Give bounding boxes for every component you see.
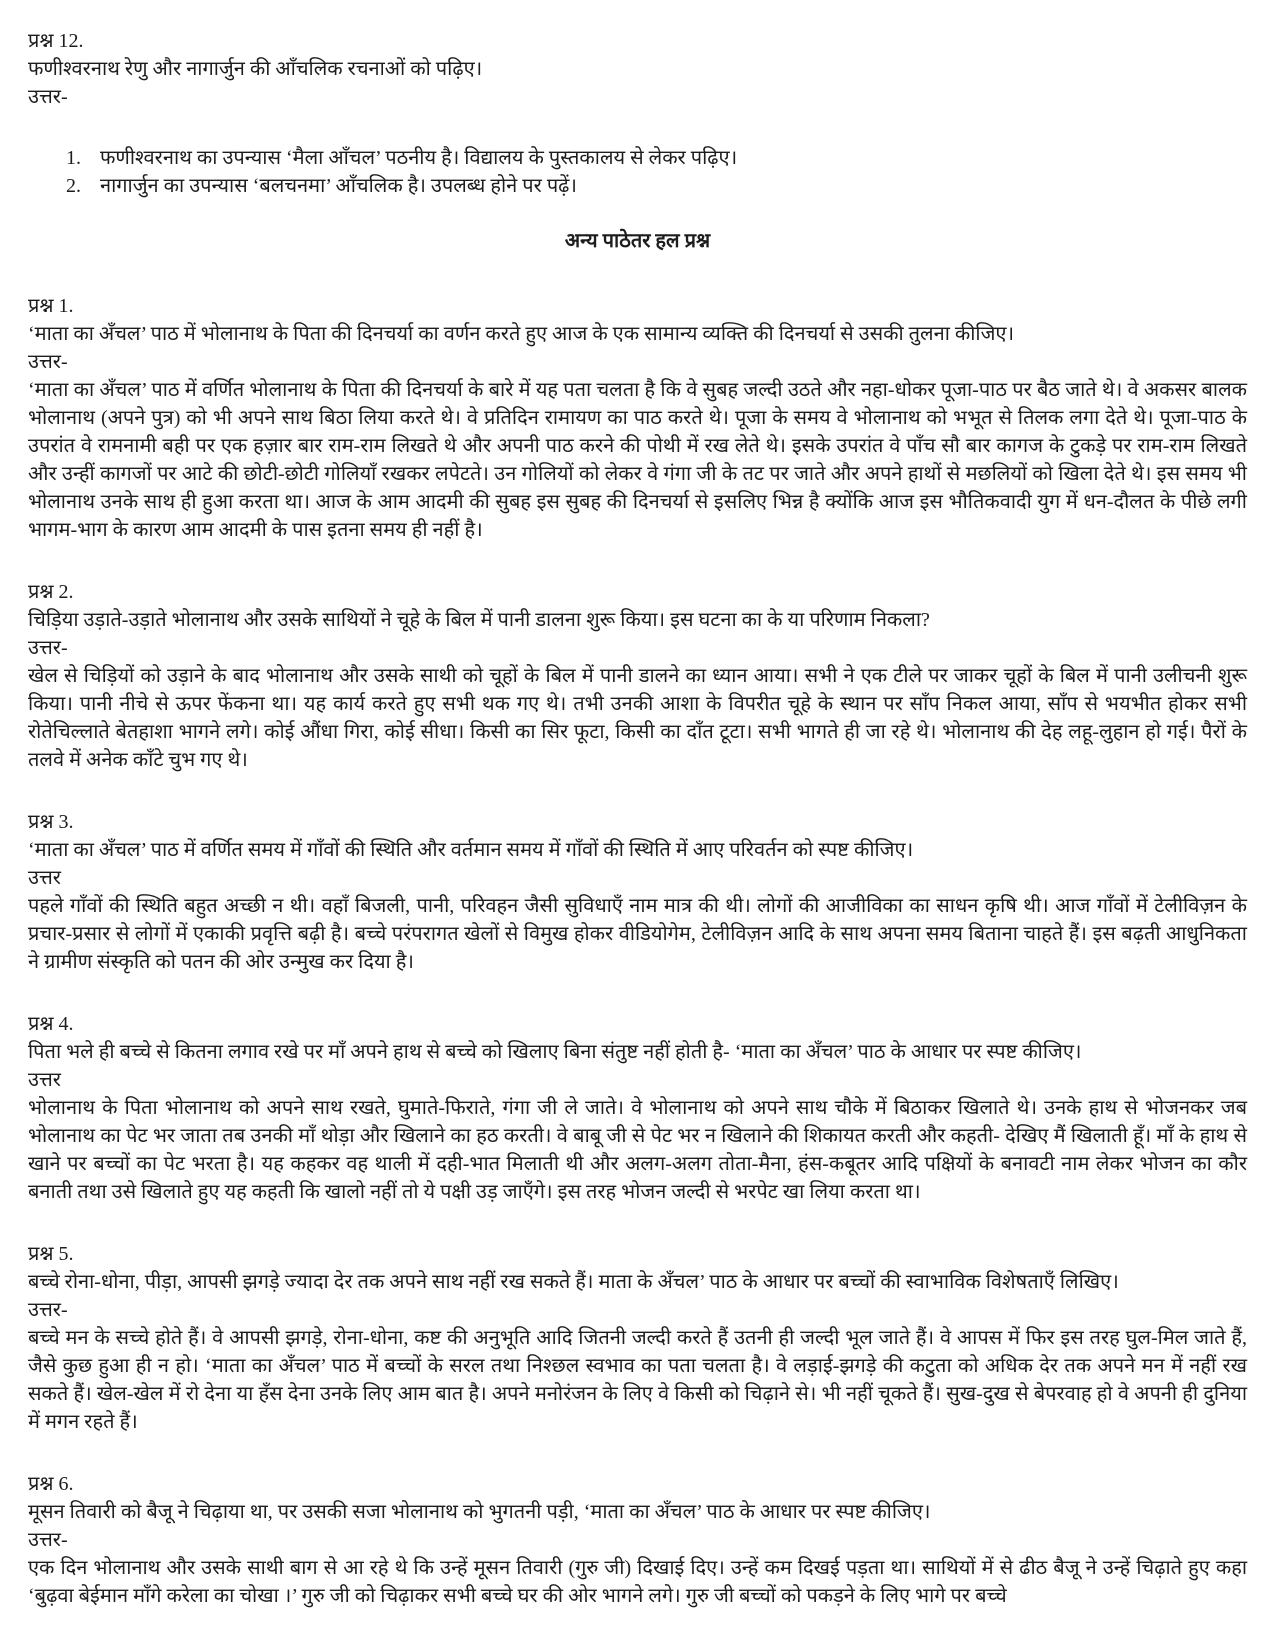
list-item-text: नागार्जुन का उपन्यास ‘बलचनमा’ आँचलिक है। उपलब्ध होने पर पढ़ें। xyxy=(100,175,578,197)
answer-text: ‘माता का अँचल’ पाठ में वर्णित भोलानाथ के पिता की दिनचर्या के बारे में यह पता चलता है कि वे सुबह जल्दी उठते और नहा-धोकर पूजा-पाठ पर बैठ जाते थे। वे अकसर बालक भोलानाथ (अपने पुत्र) को भी अपने साथ बिठा लिया करते थे। वे प्रतिदिन रामायण का पाठ करते थे। पूजा के समय वे भोलानाथ को भभूत से तिलक लगा देते थे। पूजा-पाठ के उपरांत वे रामनामी बही पर एक हज़ार बार राम-राम लिखते थे और अपनी पाठ करने की पोथी में रख लेते थे। इसके उपरांत वे पाँच सौ बार कागज के टुकड़े पर राम-राम लिखते और उन्हीं कागजों पर आटे की छोटी-छोटी गोलियाँ रखकर लपेटते। उन गोलियों को लेकर वे गंगा जी के तट पर जाते और अपने हाथों से मछलियों को खिला देते थे। इस समय भी भोलानाथ उनके साथ ही हुआ करता था। आज के आम आदमी की सुबह इस सुबह की दिनचर्या से इसलिए भिन्न है क्योंकि आज इस भौतिकवादी युग में धन-दौलत के पीछे लगी भागम-भाग के कारण आम आदमी के पास इतना समय ही नहीं है। xyxy=(28,379,1247,541)
answer-label: उत्तर- xyxy=(28,1529,68,1551)
answer-label: उत्तर xyxy=(28,1069,61,1091)
qa-section-5 xyxy=(28,1240,1247,1436)
question-label: प्रश्न 5. xyxy=(28,1243,74,1265)
list-item-text: फणीश्वरनाथ का उपन्यास ‘मैला आँचल’ पठनीय है। विद्यालय के पुस्तकालय से लेकर पढ़िए। xyxy=(100,147,738,169)
qa-section-6 xyxy=(28,1470,1247,1610)
question-text: बच्चे रोना-धोना, पीड़ा, आपसी झगड़े ज्यादा देर तक अपने साथ नहीं रख सकते हैं। माता के अँचल’ पाठ के आधार पर बच्चों की स्वाभाविक विशेषताएँ लिखिए। xyxy=(28,1271,1119,1293)
qa-section-4 xyxy=(28,1010,1247,1206)
question-text: फणीश्वरनाथ रेणु और नागार्जुन की आँचलिक रचनाओं को पढ़िए। xyxy=(28,58,483,80)
question-label: प्रश्न 3. xyxy=(28,811,74,833)
answer-label: उत्तर- xyxy=(28,86,68,108)
answer-label: उत्तर- xyxy=(28,351,68,373)
question-label: प्रश्न 2. xyxy=(28,581,74,603)
qa-section-12 xyxy=(28,27,1247,200)
answer-text: पहले गाँवों की स्थिति बहुत अच्छी न थी। वहाँ बिजली, पानी, परिवहन जैसी सुविधाएँ नाम मात्र की थी। लोगों की आजीविका का साधन कृषि थी। आज गाँवों में टेलीविज़न के प्रचार-प्रसार से लोगों में एकाकी प्रवृत्ति बढ़ी है। बच्चे परंपरागत खेलों से विमुख होकर वीडियोगेम, टेलीविज़न आदि के साथ अपना समय बिताना चाहते हैं। इस बढ़ती आधुनिकता ने ग्रामीण संस्कृति को पतन की ओर उन्मुख कर दिया है। xyxy=(28,895,1247,973)
question-text: ‘माता का अँचल’ पाठ में वर्णित समय में गाँवों की स्थिति और वर्तमान समय में गाँवों की स्थिति में आए परिवर्तन को स्पष्ट कीजिए। xyxy=(28,839,914,861)
question-text: पिता भले ही बच्चे से कितना लगाव रखे पर माँ अपने हाथ से बच्चे को खिलाए बिना संतुष्ट नहीं होती है- ‘माता का अँचल’ पाठ के आधार पर स्पष्ट कीजिए। xyxy=(28,1041,1082,1063)
list-item xyxy=(28,172,1247,200)
answer-text: एक दिन भोलानाथ और उसके साथी बाग से आ रहे थे कि उन्हें मूसन तिवारी (गुरु जी) दिखाई दिए। उन्हें कम दिखई पड़ता था। साथियों में से ढीठ बैजू ने उन्हें चिढ़ाते हुए कहा ‘बुढ़वा बेईमान माँगे करेला का चोखा ।’ गुरु जी को चिढ़ाकर सभी बच्चे घर की ओर भागने लगे। गुरु जी बच्चों को पकड़ने के लिए भागे पर बच्चे xyxy=(28,1557,1247,1607)
question-label: प्रश्न 6. xyxy=(28,1473,74,1495)
answer-text: भोलानाथ के पिता भोलानाथ को अपने साथ रखते, घुमाते-फिराते, गंगा जी ले जाते। वे भोलानाथ को अपने साथ चौके में बिठाकर खिलाते थे। उनके हाथ से भोजनकर जब भोलानाथ का पेट भर जाता तब उनकी माँ थोड़ा और खिलाने का हठ करती। वे बाबू जी से पेट भर न खिलाने की शिकायत करती और कहती- देखिए मैं खिलाती हूँ। माँ के हाथ से खाने पर बच्चों का पेट भरता है। यह कहकर वह थाली में दही-भात मिलाती थी और अलग-अलग तोता-मैना, हंस-कबूतर आदि पक्षियों के बनावटी नाम लेकर भोजन का कौर बनाती तथा उसे खिलाते हुए यह कहती कि खालो नहीं तो ये पक्षी उड़ जाएँगे। इस तरह भोजन जल्दी से भरपेट खा लिया करता था। xyxy=(28,1097,1247,1203)
question-text: मूसन तिवारी को बैजू ने चिढ़ाया था, पर उसकी सजा भोलानाथ को भुगतनी पड़ी, ‘माता का अँचल’ पाठ के आधार पर स्पष्ट कीजिए। xyxy=(28,1501,931,1523)
answer-label: उत्तर xyxy=(28,867,61,889)
qa-section-3 xyxy=(28,808,1247,976)
qa-section-1 xyxy=(28,292,1247,544)
question-label: प्रश्न 1. xyxy=(28,295,74,317)
answer-list xyxy=(28,144,1247,200)
qa-section-2 xyxy=(28,578,1247,774)
answer-text: खेल से चिड़ियों को उड़ाने के बाद भोलानाथ और उसके साथी को चूहों के बिल में पानी डालने का ध्यान आया। सभी ने एक टीले पर जाकर चूहों के बिल में पानी उलीचनी शुरू किया। पानी नीचे से ऊपर फेंकना था। यह कार्य करते हुए सभी थक गए थे। तभी उनकी आशा के विपरीत चूहे के स्थान पर साँप निकल आया, साँप से भयभीत होकर सभी रोतेचिल्लाते बेतहाशा भागने लगे। कोई औंधा गिरा, कोई सीधा। किसी का सिर फूटा, किसी का दाँत टूटा। सभी भागते ही जा रहे थे। भोलानाथ की देह लहू-लुहान हो गई। पैरों के तलवे में अनेक काँटे चुभ गए थे। xyxy=(28,665,1247,771)
answer-label: उत्तर- xyxy=(28,637,68,659)
answer-text: बच्चे मन के सच्चे होते हैं। वे आपसी झगड़े, रोना-धोना, कष्ट की अनुभूति आदि जितनी जल्दी करते हैं उतनी ही जल्दी भूल जाते हैं। वे आपस में फिर इस तरह घुल-मिल जाते हैं, जैसे कुछ हुआ ही न हो। ‘माता का अँचल’ पाठ में बच्चों के सरल तथा निश्छल स्वभाव का पता चलता है। वे लड़ाई-झगड़े की कटुता को अधिक देर तक अपने मन में नहीं रख सकते हैं। खेल-खेल में रो देना या हँस देना उनके लिए आम बात है। अपने मनोरंजन के लिए वे किसी को चिढ़ाने से। भी नहीं चूकते हैं। सुख-दुख से बेपरवाह हो वे अपनी ही दुनिया में मगन रहते हैं। xyxy=(28,1327,1247,1433)
question-label: प्रश्न 4. xyxy=(28,1013,74,1035)
question-text: चिड़िया उड़ाते-उड़ाते भोलानाथ और उसके साथियों ने चूहे के बिल में पानी डालना शुरू किया। इस घटना का के या परिणाम निकला? xyxy=(28,609,930,631)
list-item-number: 2. xyxy=(66,175,81,197)
question-label: प्रश्न 12. xyxy=(28,30,84,52)
answer-label: उत्तर- xyxy=(28,1299,68,1321)
list-item-number: 1. xyxy=(66,147,81,169)
question-text: ‘माता का अँचल’ पाठ में भोलानाथ के पिता की दिनचर्या का वर्णन करते हुए आज के एक सामान्य व्यक्ति की दिनचर्या से उसकी तुलना कीजिए। xyxy=(28,323,1015,345)
list-item xyxy=(28,144,1247,172)
section-heading: अन्य पाठेतर हल प्रश्न xyxy=(564,230,711,252)
